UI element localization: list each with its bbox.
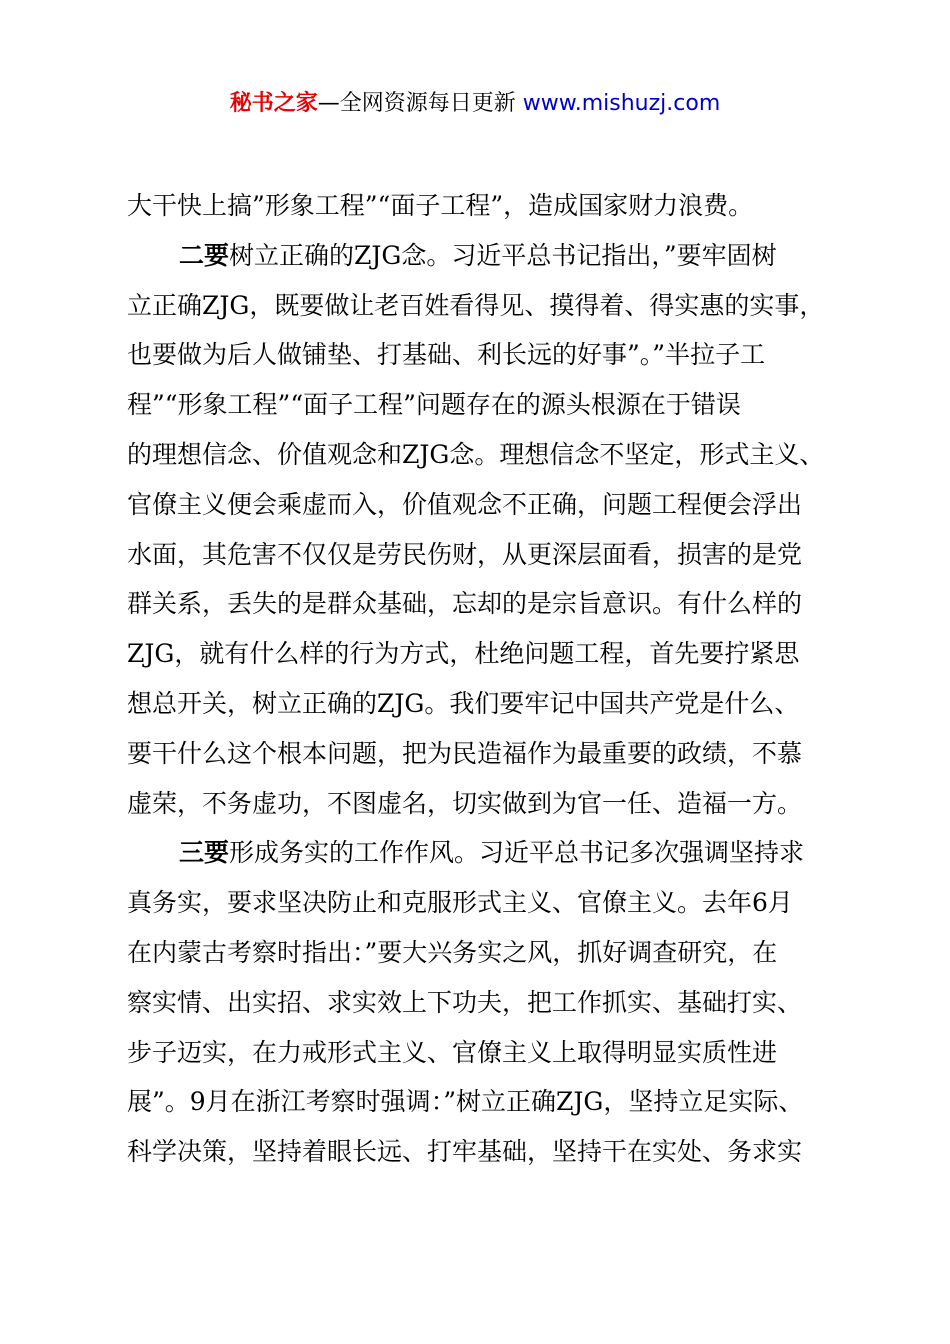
line-text: 官僚主义便会乘虚而入，价值观念不正确，问题工程便会浮出 <box>127 489 803 519</box>
line-text: 水面，其危害不仅仅是劳民伤财，从更深层面看，损害的是党 <box>127 539 803 569</box>
text-line <box>127 281 843 331</box>
line-text: ZJG，就有什么样的行为方式，杜绝问题工程，首先要拧紧思 <box>127 639 800 669</box>
paragraph-lead: 三要 <box>179 838 230 868</box>
text-line <box>127 978 843 1028</box>
paragraph-start <box>127 231 843 281</box>
paragraph-start <box>127 828 843 878</box>
line-text: 科学决策，坚持着眼长远、打牢基础，坚持干在实处、务求实 <box>127 1137 803 1167</box>
text-line <box>127 1077 843 1127</box>
website-link[interactable]: www.mishuzj.com <box>522 91 721 116</box>
line-text: 想总开关，树立正确的ZJG。我们要牢记中国共产党是什么、 <box>127 688 800 718</box>
text-line <box>127 1028 843 1078</box>
line-text: 察实情、出实招、求实效上下功夫，把工作抓实、基础打实、 <box>127 987 803 1017</box>
line-text: 形成务实的工作作风。习近平总书记多次强调坚持求 <box>229 838 805 868</box>
line-text: 也要做为后人做铺垫、打基础、利长远的好事”。”半拉子工 <box>127 340 766 370</box>
line-text: 虚荣，不务虚功，不图虚名，切实做到为官一任、造福一方。 <box>127 788 803 818</box>
line-text: 立正确ZJG，既要做让老百姓看得见、摸得着、得实惠的实事， <box>127 290 825 320</box>
text-line <box>127 779 843 829</box>
line-text: 展”。9月在浙江考察时强调：”树立正确ZJG，坚持立足实际、 <box>127 1087 804 1117</box>
text-line <box>127 928 843 978</box>
line-text: 的理想信念、价值观念和ZJG念。理想信念不坚定，形式主义、 <box>127 439 825 469</box>
line-text: 树立正确的ZJG念。习近平总书记指出，”要牢固树 <box>229 240 777 270</box>
text-line <box>127 380 843 430</box>
line-text: 在内蒙古考察时指出：”要大兴务实之风，抓好调查研究，在 <box>127 937 778 967</box>
text-line <box>127 181 843 231</box>
page-header <box>0 88 950 120</box>
text-line <box>127 729 843 779</box>
paragraph-lead: 二要 <box>179 240 230 270</box>
header-tagline: —全网资源每日更新 <box>317 91 523 116</box>
text-line <box>127 480 843 530</box>
line-text: 大干快上搞”形象工程”“面子工程”，造成国家财力浪费。 <box>127 191 754 220</box>
text-line <box>127 629 843 679</box>
text-line <box>127 530 843 580</box>
line-text: 步子迈实，在力戒形式主义、官僚主义上取得明显实质性进 <box>127 1037 778 1067</box>
text-line <box>127 679 843 729</box>
brand-name: 秘书之家 <box>229 91 318 116</box>
text-line <box>127 430 843 480</box>
text-line <box>127 330 843 380</box>
line-text: 要干什么这个根本问题，把为民造福作为最重要的政绩，不慕 <box>127 738 803 768</box>
text-line <box>127 878 843 928</box>
text-line <box>127 1127 843 1177</box>
document-body <box>127 181 843 1177</box>
text-line <box>127 579 843 629</box>
line-text: 群关系，丢失的是群众基础，忘却的是宗旨意识。有什么样的 <box>127 589 803 619</box>
line-text: 真务实，要求坚决防止和克服形式主义、官僚主义。去年6月 <box>127 888 793 918</box>
line-text: 程”“形象工程”“面子工程”问题存在的源头根源在于错误 <box>127 390 741 420</box>
